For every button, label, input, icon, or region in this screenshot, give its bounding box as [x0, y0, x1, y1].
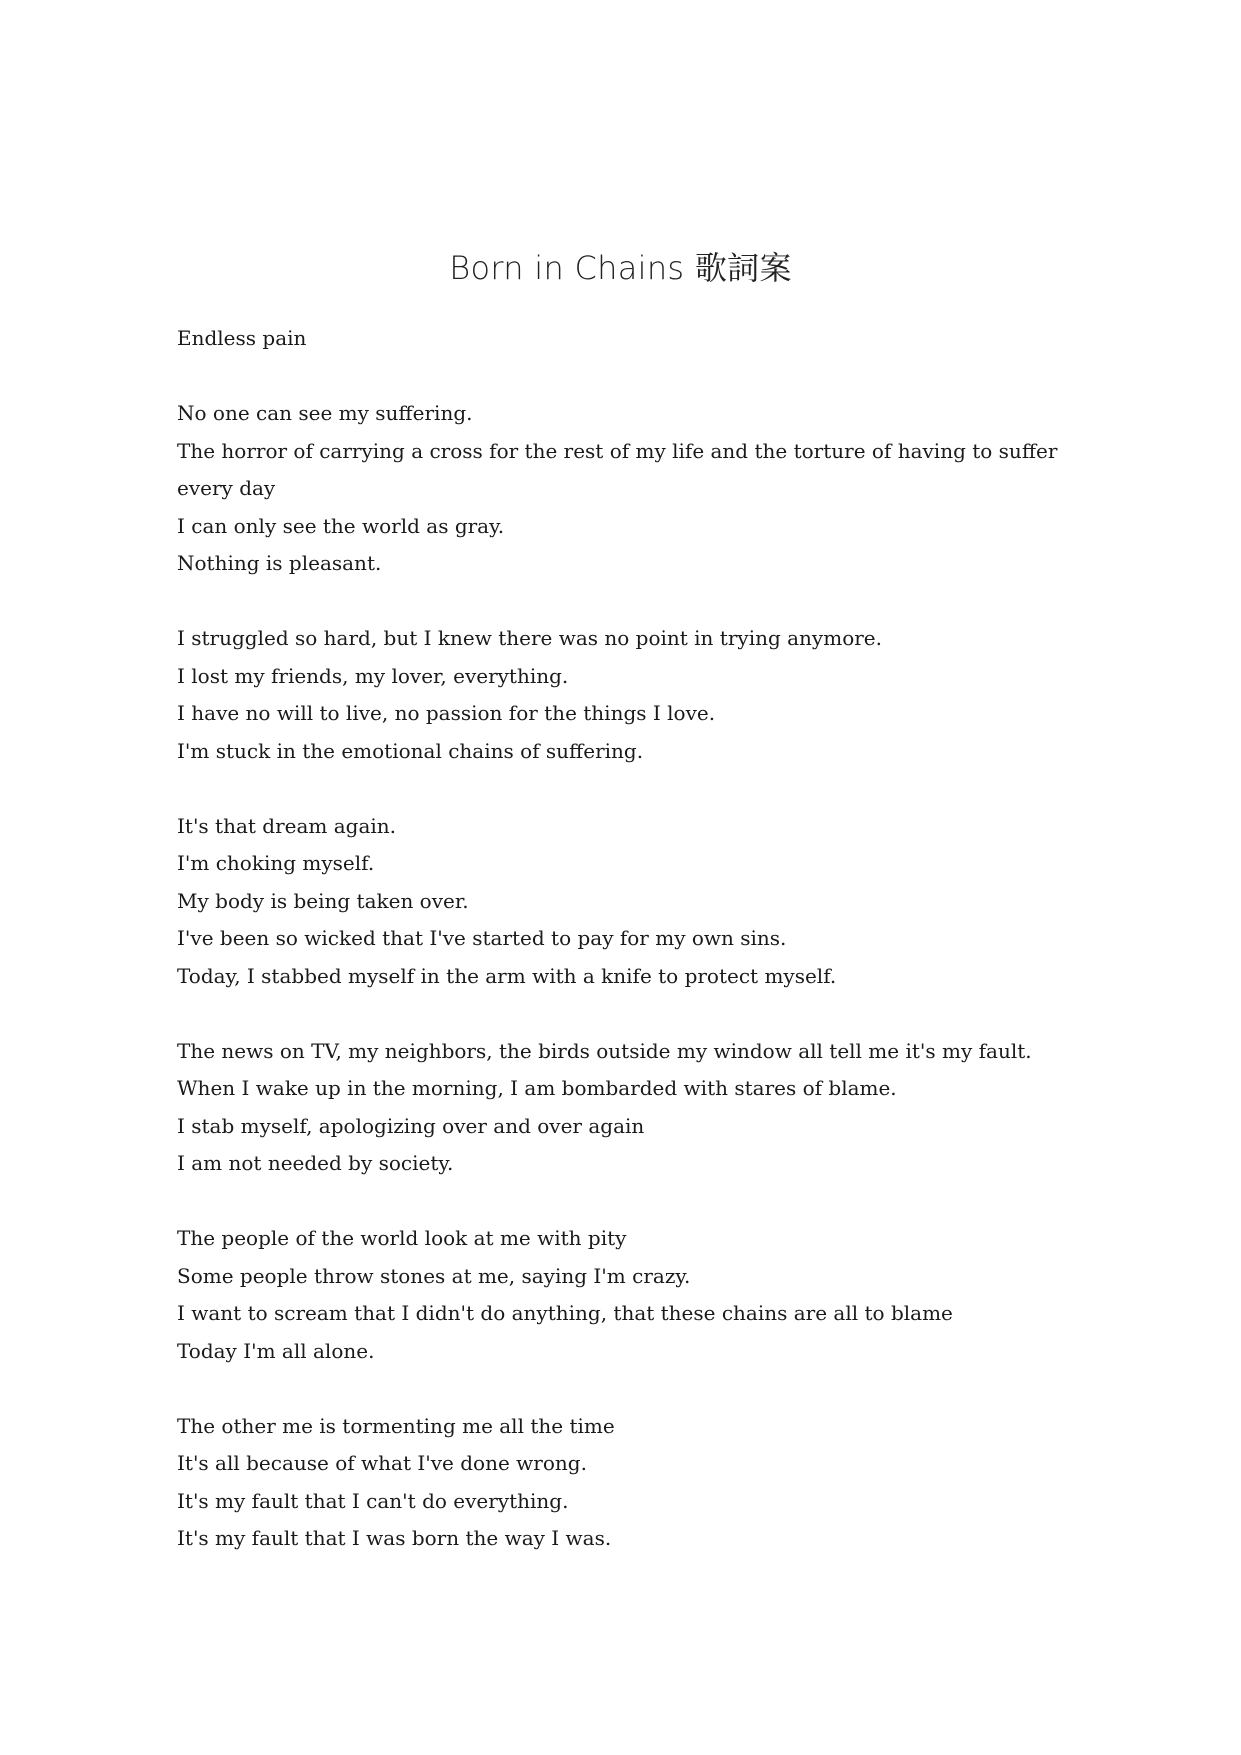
lyric-line: I've been so wicked that I've started to pay for my own sins. [177, 926, 787, 950]
lyrics-body [177, 320, 1077, 1558]
lyric-line: I have no will to live, no passion for the things I love. [177, 701, 716, 725]
lyric-line: Endless pain [177, 326, 307, 350]
lyric-line: No one can see my suffering. [177, 401, 473, 425]
lyric-line: It's that dream again. [177, 813, 397, 838]
lyric-line: The horror of carrying a cross for the rest of my life and the torture of having to suffer every day [177, 438, 1058, 500]
lyric-line: It's my fault that I can't do everything. [177, 1488, 569, 1513]
lyric-line: I'm stuck in the emotional chains of suffering. [177, 738, 644, 763]
stanza-5 [177, 1033, 1077, 1183]
stanza-1 [177, 320, 1077, 358]
lyric-line: Some people throw stones at me, saying I'm crazy. [177, 1263, 691, 1288]
lyric-line: I want to scream that I didn't do anything, that these chains are all to blame [177, 1301, 953, 1325]
lyric-line: I lost my friends, my lover, everything. [177, 663, 569, 688]
lyric-line: The people of the world look at me with pity [177, 1226, 627, 1250]
lyric-line: When I wake up in the morning, I am bombarded with stares of blame. [177, 1076, 897, 1100]
stanza-4 [177, 808, 1077, 996]
document-title: Born in Chains 歌詞案 [449, 249, 792, 287]
lyric-line: The news on TV, my neighbors, the birds outside my window all tell me it's my fault. [177, 1038, 1032, 1063]
lyric-line: I stab myself, apologizing over and over again [177, 1113, 645, 1138]
stanza-7 [177, 1408, 1077, 1558]
stanza-2 [177, 395, 1077, 583]
lyric-line: It's all because of what I've done wrong. [177, 1451, 587, 1475]
lyric-line: Today, I stabbed myself in the arm with a knife to protect myself. [177, 963, 837, 988]
lyric-line: Today I'm all alone. [177, 1338, 375, 1363]
lyric-line: I am not needed by society. [177, 1151, 454, 1175]
lyric-line: The other me is tormenting me all the time [177, 1413, 615, 1438]
lyric-line: It's my fault that I was born the way I was. [177, 1526, 612, 1550]
lyric-line: I can only see the world as gray. [177, 513, 505, 538]
lyric-line: I struggled so hard, but I knew there was no point in trying anymore. [177, 626, 882, 650]
lyric-line: I'm choking myself. [177, 851, 375, 875]
lyric-line: My body is being taken over. [177, 888, 469, 913]
lyric-line: Nothing is pleasant. [177, 551, 382, 575]
stanza-3 [177, 620, 1077, 770]
stanza-6 [177, 1220, 1077, 1370]
